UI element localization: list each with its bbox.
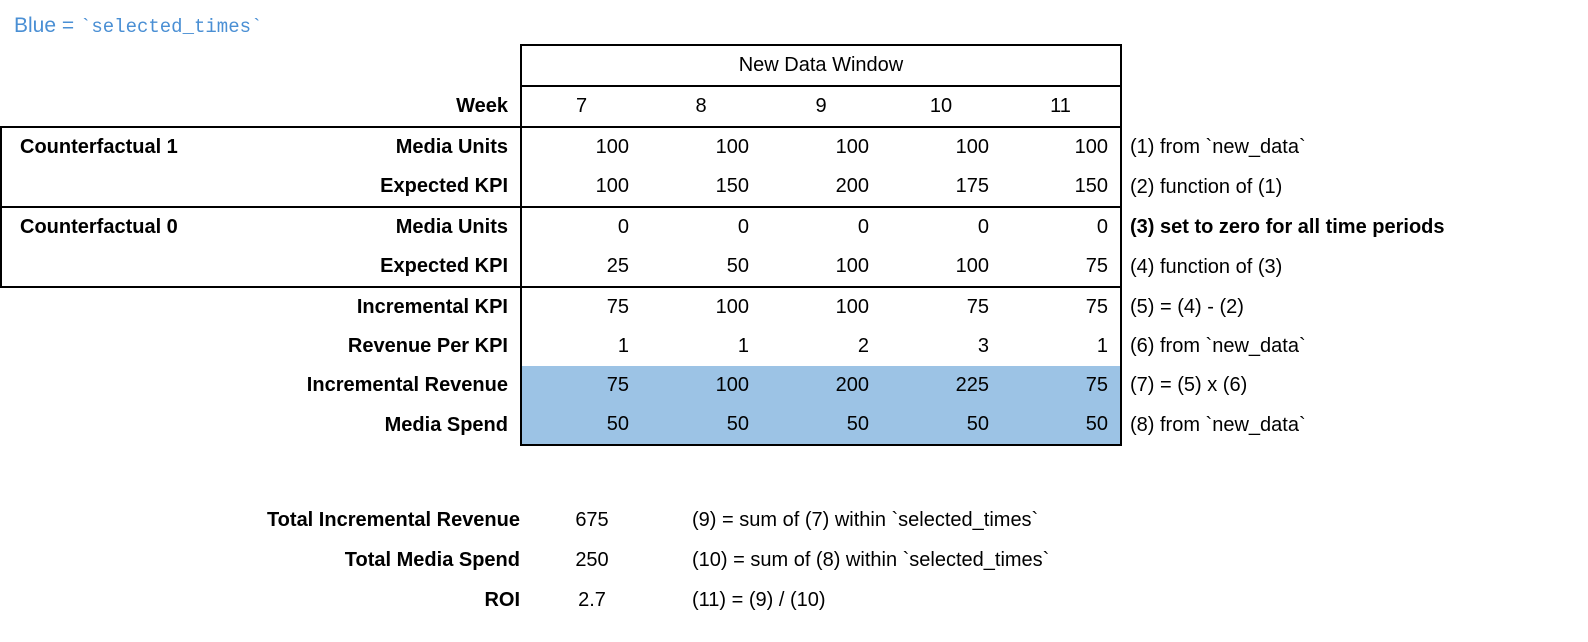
cell-value: 75 xyxy=(881,287,1001,327)
summary-label-roi: ROI xyxy=(484,588,520,611)
cell-value: 0 xyxy=(521,207,641,247)
cell-value: 75 xyxy=(1001,366,1121,405)
legend-code: `selected_times` xyxy=(79,16,263,38)
cell-value: 175 xyxy=(955,175,989,197)
spacer xyxy=(652,540,692,580)
cell-value: 1 xyxy=(1001,327,1121,366)
cell-value: 0 xyxy=(761,207,881,247)
table-row xyxy=(1,207,1541,247)
cell-value: 75 xyxy=(1001,247,1121,287)
cell-value: 100 xyxy=(955,255,989,277)
row-note: (1) from `new_data` xyxy=(1130,135,1306,158)
row-note: (8) from `new_data` xyxy=(1130,413,1306,436)
header-new-data-window: New Data Window xyxy=(521,45,1121,86)
summary-row xyxy=(0,580,1049,620)
cell-value: 50 xyxy=(726,255,749,277)
summary-label-total-incremental-revenue: Total Incremental Revenue xyxy=(266,508,520,531)
row-label-expected-kpi: Expected KPI xyxy=(1,167,521,207)
row-label-incremental-kpi: Incremental KPI xyxy=(356,296,508,318)
cell-value: 100 xyxy=(521,167,641,207)
week-label: Week xyxy=(456,94,508,117)
week-10: 10 xyxy=(881,86,1001,127)
cell-value: 50 xyxy=(761,405,881,445)
cell-value: 50 xyxy=(521,405,641,445)
table-row-week-header xyxy=(1,86,1541,127)
empty-cell xyxy=(1,45,521,86)
diagram-table-container xyxy=(0,44,1542,446)
cell-value: 100 xyxy=(641,366,761,405)
summary-table xyxy=(0,500,1049,620)
row-note: (5) = (4) - (2) xyxy=(1130,295,1244,318)
summary-note: (10) = sum of (8) within `selected_times` xyxy=(692,548,1050,571)
cell-value: 100 xyxy=(761,287,881,327)
spacer xyxy=(652,500,692,540)
cell-value: 100 xyxy=(881,127,1001,167)
week-8: 8 xyxy=(641,86,761,127)
summary-row xyxy=(0,540,1049,580)
row-note: (7) = (5) x (6) xyxy=(1130,374,1248,396)
cell-value: 0 xyxy=(641,207,761,247)
cell-value: 25 xyxy=(521,247,641,287)
cell-value: 100 xyxy=(1001,127,1121,167)
cell-value: 100 xyxy=(835,255,869,277)
cell-value: 50 xyxy=(641,405,761,445)
row-label-expected-kpi: Expected KPI xyxy=(1,247,521,287)
table-row xyxy=(1,247,1541,287)
cell-value: 150 xyxy=(715,175,749,197)
legend xyxy=(14,14,262,38)
row-label-media-units: Media Units xyxy=(395,216,508,238)
table-row xyxy=(1,287,1541,327)
counterfactual-table xyxy=(0,44,1542,446)
row-label-media-spend: Media Spend xyxy=(384,413,508,436)
cell-value: 200 xyxy=(835,175,869,197)
cell-value: 75 xyxy=(1001,287,1121,327)
legend-prefix: Blue = xyxy=(14,14,80,37)
row-label-media-units: Media Units xyxy=(395,136,508,158)
spacer xyxy=(652,580,692,620)
row-note: (2) function of (1) xyxy=(1130,175,1283,198)
table-row xyxy=(1,405,1541,445)
week-11: 11 xyxy=(1001,86,1121,127)
table-row-group-header xyxy=(1,45,1541,86)
summary-row xyxy=(0,500,1049,540)
cell-value: 225 xyxy=(881,366,1001,405)
row-note: (6) from `new_data` xyxy=(1130,335,1306,357)
cell-value: 100 xyxy=(521,127,641,167)
table-row xyxy=(1,366,1541,405)
cell-value: 50 xyxy=(1001,405,1121,445)
row-label-revenue-per-kpi: Revenue Per KPI xyxy=(347,335,508,357)
group-counterfactual-0: Counterfactual 0 Media Units xyxy=(1,207,521,247)
row-note: (3) set to zero for all time periods xyxy=(1130,215,1445,238)
cell-value: 75 xyxy=(521,287,641,327)
cell-value: 150 xyxy=(1001,167,1121,207)
cell-value: 100 xyxy=(761,127,881,167)
cell-value: 0 xyxy=(1001,207,1121,247)
cell-value: 200 xyxy=(761,366,881,405)
cell-value: 0 xyxy=(881,207,1001,247)
summary-label-total-media-spend: Total Media Spend xyxy=(344,548,520,571)
row-note: (4) function of (3) xyxy=(1130,255,1283,278)
summary-block xyxy=(0,500,1049,620)
cell-value: 1 xyxy=(521,327,641,366)
summary-note: (9) = sum of (7) within `selected_times` xyxy=(692,508,1039,531)
table-row xyxy=(1,167,1541,207)
empty-cell xyxy=(1121,86,1541,127)
summary-value: 675 xyxy=(575,508,609,531)
cell-value: 2 xyxy=(857,335,869,357)
cell-value: 3 xyxy=(977,335,989,357)
summary-value: 2.7 xyxy=(578,588,606,611)
summary-value: 250 xyxy=(575,548,609,571)
table-row xyxy=(1,327,1541,366)
group-counterfactual-1: Counterfactual 1 Media Units xyxy=(1,127,521,167)
week-7: 7 xyxy=(521,86,641,127)
cell-value: 75 xyxy=(521,366,641,405)
week-9: 9 xyxy=(761,86,881,127)
cell-value: 100 xyxy=(641,287,761,327)
summary-note: (11) = (9) / (10) xyxy=(692,588,826,611)
row-label-incremental-revenue: Incremental Revenue xyxy=(306,374,508,396)
cell-value: 100 xyxy=(641,127,761,167)
table-row xyxy=(1,127,1541,167)
cell-value: 50 xyxy=(881,405,1001,445)
cell-value: 1 xyxy=(737,335,749,357)
empty-cell xyxy=(1121,45,1541,86)
